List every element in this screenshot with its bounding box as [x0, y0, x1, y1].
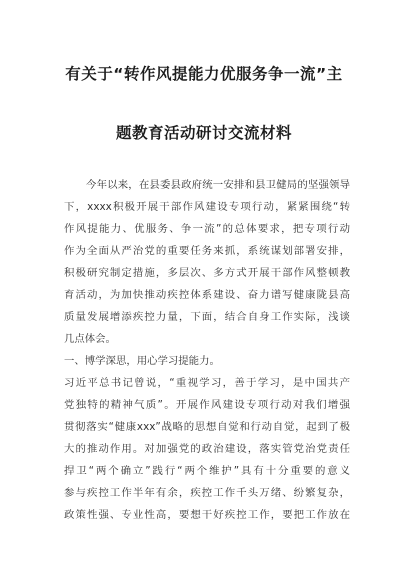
paragraph-1-line: 几点体会。: [64, 333, 116, 345]
paragraph-3-line: 贯彻落实“健康xxx”战略的思想自觉和行动自觉，起到了极: [64, 421, 350, 433]
paragraph-3-line: 政策性强、专业性高，要想干好疾控工作，要把工作放在: [64, 509, 350, 521]
paragraph-1-line: 育活动，为加快推动疾控体系建设、奋力谱写健康陇县高: [64, 289, 350, 301]
paragraph-3-line: 捍卫“两个确立”践行“两个维护”具有十分重要的意义: [64, 465, 350, 477]
document-title-line-2: 题教育活动研讨交流材料: [115, 124, 292, 142]
paragraph-1-line: 下，xxxx积极开展干部作风建设专项行动，紧紧围绕“转: [64, 201, 350, 213]
paragraph-3-line: 党独特的精神气质”。开展作风建设专项行动对我们增强: [64, 399, 350, 411]
paragraph-1-line: 作风提能力、优服务、争一流”的总体要求，把专项行动: [64, 223, 350, 235]
paragraph-1-line: 今年以来，在县委县政府统一安排和县卫健局的坚强领导: [86, 179, 350, 191]
document-title-line-1: 有关于“转作风提能力优服务争一流”主: [65, 65, 343, 83]
paragraph-3-line: 习近平总书记曾说，“重视学习，善于学习，是中国共产: [64, 377, 350, 389]
paragraph-3-line: 参与疾控工作半年有余，疾控工作千头万绪、纷繁复杂，: [64, 487, 350, 499]
section-heading: 一、博学深思，用心学习提能力。: [64, 355, 220, 367]
paragraph-1-line: 作为全面从严治党的重要任务来抓，系统谋划部署安排，: [64, 245, 350, 257]
paragraph-3-line: 大的推动作用。对加强党的政治建设，落实管党治党责任: [64, 443, 350, 455]
paragraph-1-line: 积极研究制定措施，多层次、多方式开展干部作风整顿教: [64, 267, 350, 279]
paragraph-1-line: 质量发展增添疾控力量，下面，结合自身工作实际，浅谈: [64, 311, 350, 323]
